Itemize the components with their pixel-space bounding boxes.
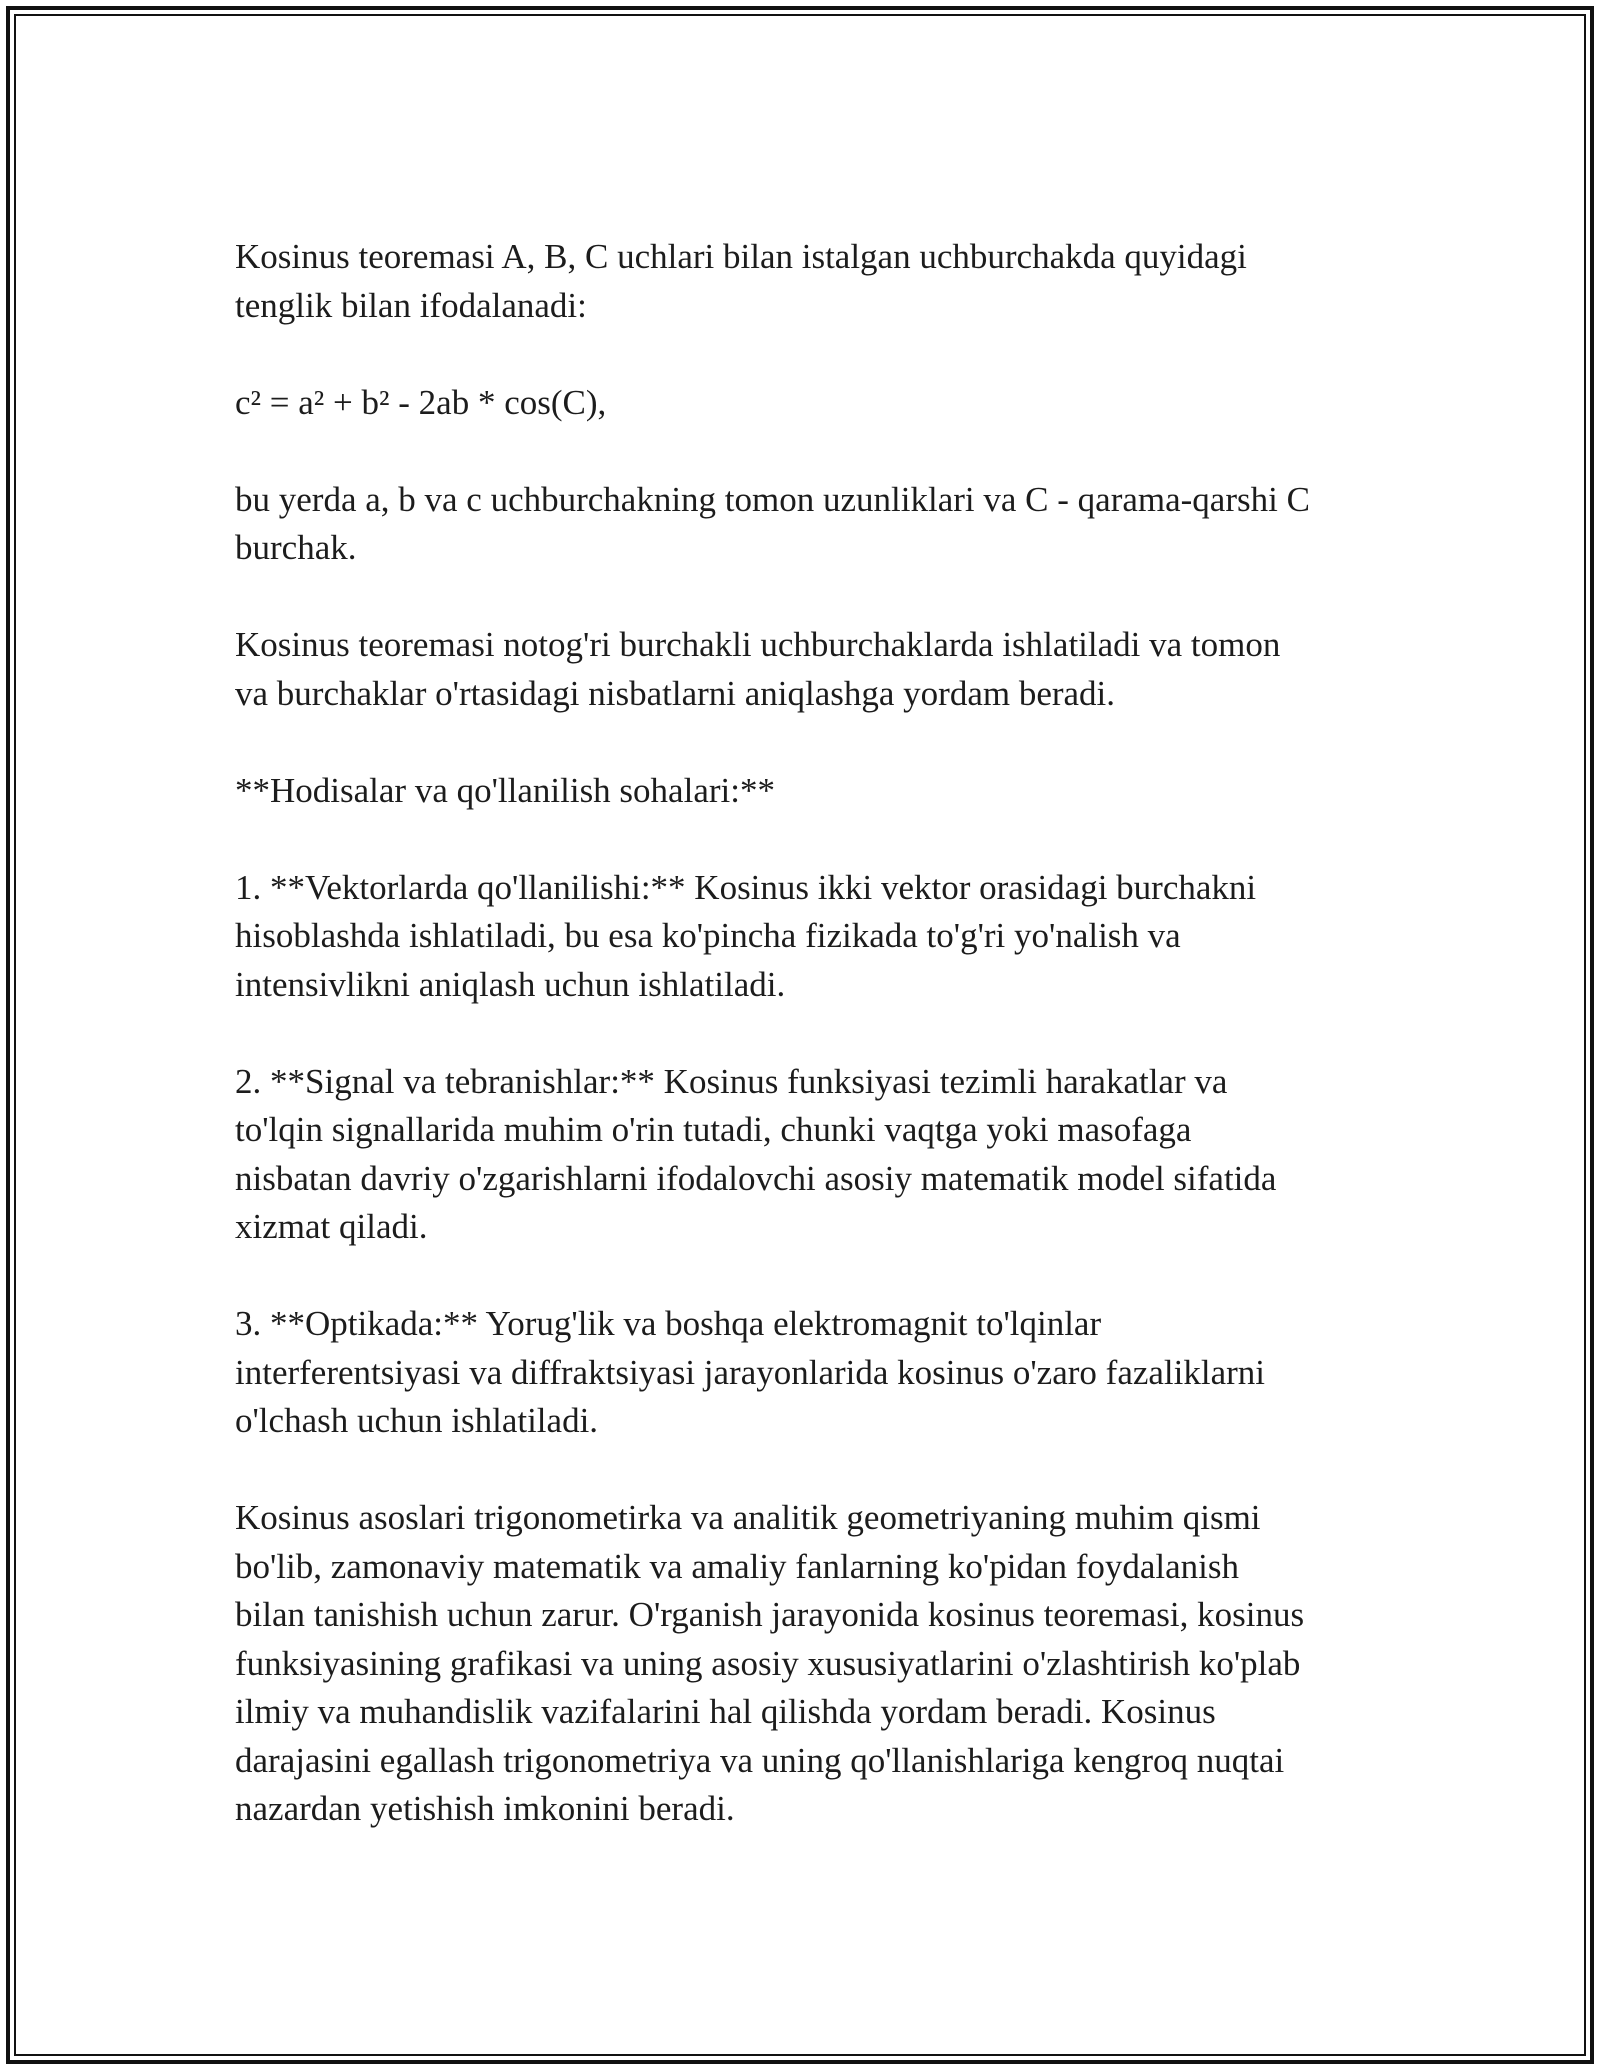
formula-explanation-paragraph: bu yerda a, b va c uchburchakning tomon uzunliklari va C - qarama-qarshi C burchak. bbox=[235, 479, 1310, 567]
intro-paragraph: Kosinus teoremasi A, B, C uchlari bilan istalgan uchburchakda quyidagi tenglik bilan ifodalanadi: bbox=[235, 237, 1247, 325]
usage-paragraph: Kosinus teoremasi notog'ri burchakli uchburchaklarda ishlatiladi va tomon va burchaklar o'rtasidagi nisbatlarni aniqlashga yordam beradi. bbox=[235, 625, 1281, 713]
list-item-signals: 2. **Signal va tebranishlar:** Kosinus funksiyasi tezimli harakatlar va to'lqin signallarida muhim o'rin tutadi, chunki vaqtga yoki masofaga nisbatan davriy o'zgarishlarni ifodalovchi asosiy matematik model sifatida xizmat qiladi. bbox=[235, 1061, 1277, 1246]
conclusion-paragraph: Kosinus asoslari trigonometirka va analitik geometriyaning muhim qismi bo'lib, zamonaviy matematik va amaliy fanlarning ko'pidan foydalanish bilan tanishish uchun zarur. O'rganish jarayonida kosinus teoremasi, kosinus funksiyasining grafikasi va uning asosiy xususiyatlarini o'zlashtirish ko'plab ilmiy va muhandislik vazifalarini hal qilishda yordam beradi. Kosinus darajasini egallash trigonometriya va uning qo'llanishlariga kengroq nuqtai nazardan yetishish imkonini beradi. bbox=[235, 1498, 1305, 1828]
formula-line: c² = a² + b² - 2ab * cos(C), bbox=[235, 382, 607, 422]
list-item-optics: 3. **Optikada:** Yorug'lik va boshqa elektromagnit to'lqinlar interferentsiyasi va diffraktsiyasi jarayonlarida kosinus o'zaro fazaliklarni o'lchash uchun ishlatiladi. bbox=[235, 1304, 1266, 1440]
document-body bbox=[235, 233, 1370, 1834]
list-item-vectors: 1. **Vektorlarda qo'llanilishi:** Kosinus ikki vektor orasidagi burchakni hisoblashda ishlatiladi, bu esa ko'pincha fizikada to'g'ri yo'nalish va intensivlikni aniqlash uchun ishlatiladi. bbox=[235, 867, 1257, 1004]
section-heading: **Hodisalar va qo'llanilish sohalari:** bbox=[235, 770, 775, 810]
